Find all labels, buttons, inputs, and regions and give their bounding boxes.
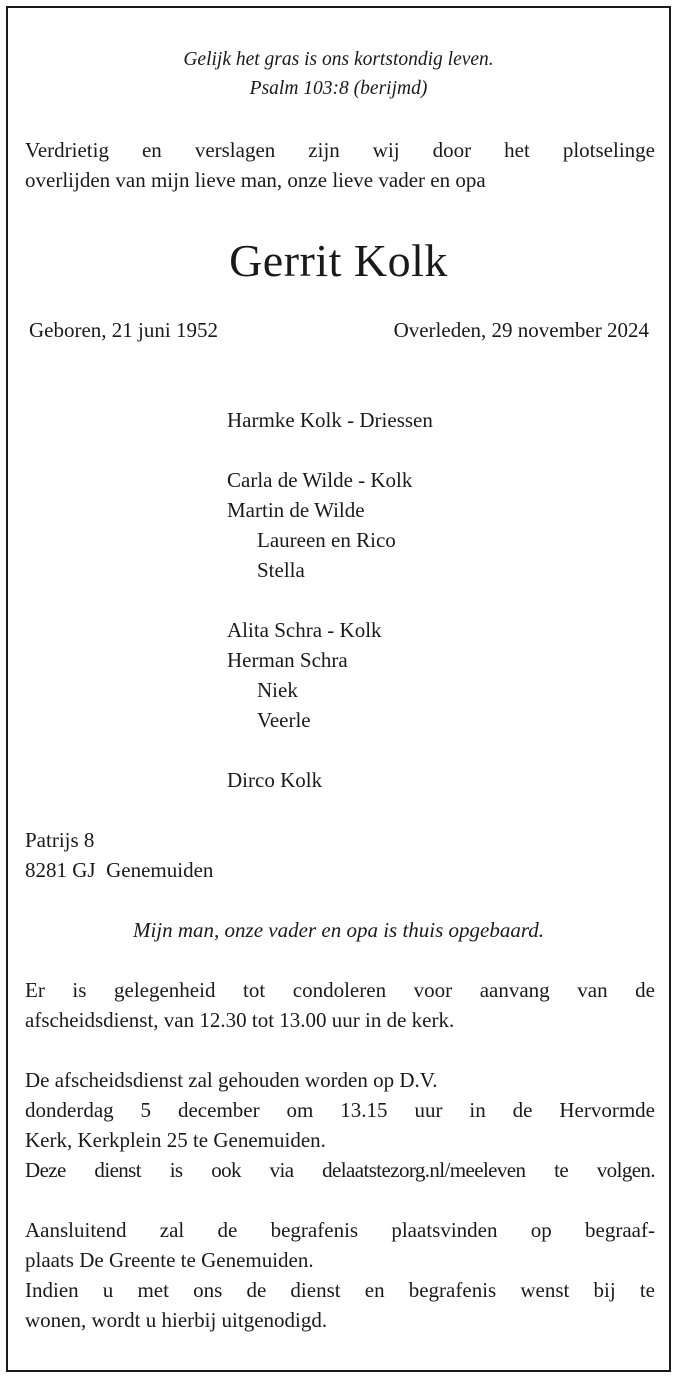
address-postal-city: 8281 GJ Genemuiden [25, 858, 214, 882]
family-member: Harmke Kolk - Driessen [227, 408, 433, 432]
family-member: Stella [257, 558, 305, 582]
family-member: Laureen en Rico [257, 528, 396, 552]
family-member: Dirco Kolk [227, 768, 323, 792]
motto-line-2: Psalm 103:8 (berijmd) [249, 78, 428, 99]
family-member: Alita Schra - Kolk [227, 618, 382, 642]
address-street: Patrijs 8 [25, 828, 95, 852]
intro-line-1: Verdrietig en verslagen zijn wij door het plotselinge [25, 138, 655, 162]
burial-line-1: Aansluitend zal de begrafenis plaatsvinden op begraaf- [25, 1218, 655, 1242]
family-member: Martin de Wilde [227, 498, 365, 522]
burial-line-2: plaats De Greente te Genemuiden. [25, 1248, 314, 1272]
family-member: Herman Schra [227, 648, 348, 672]
family-member: Carla de Wilde - Kolk [227, 468, 413, 492]
family-member: Veerle [257, 708, 311, 732]
condolence-line-2: afscheidsdienst, van 12.30 tot 13.00 uur in de kerk. [25, 1008, 455, 1032]
viewing-note: Mijn man, onze vader en opa is thuis opgebaard. [132, 918, 545, 942]
condolence-line-1: Er is gelegenheid tot condoleren voor aanvang van de [25, 978, 655, 1002]
service-line-1: De afscheidsdienst zal gehouden worden op D.V. [25, 1068, 438, 1092]
death-date: Overleden, 29 november 2024 [393, 318, 649, 342]
birth-date: Geboren, 21 juni 1952 [29, 318, 218, 342]
service-line-2: donderdag 5 december om 13.15 uur in de Hervormde [25, 1098, 655, 1122]
deceased-name: Gerrit Kolk [229, 235, 448, 286]
intro-line-2: overlijden van mijn lieve man, onze lieve vader en opa [25, 168, 486, 192]
burial-line-3: Indien u met ons de dienst en begrafenis wenst bij te [25, 1278, 655, 1302]
burial-line-4: wonen, wordt u hierbij uitgenodigd. [25, 1308, 328, 1332]
motto-line-1: Gelijk het gras is ons kortstondig leven. [183, 49, 494, 70]
service-line-3: Kerk, Kerkplein 25 te Genemuiden. [25, 1128, 326, 1152]
family-member: Niek [257, 678, 298, 702]
service-line-4: Deze dienst is ook via delaatstezorg.nl/meeleven te volgen. [25, 1158, 655, 1182]
